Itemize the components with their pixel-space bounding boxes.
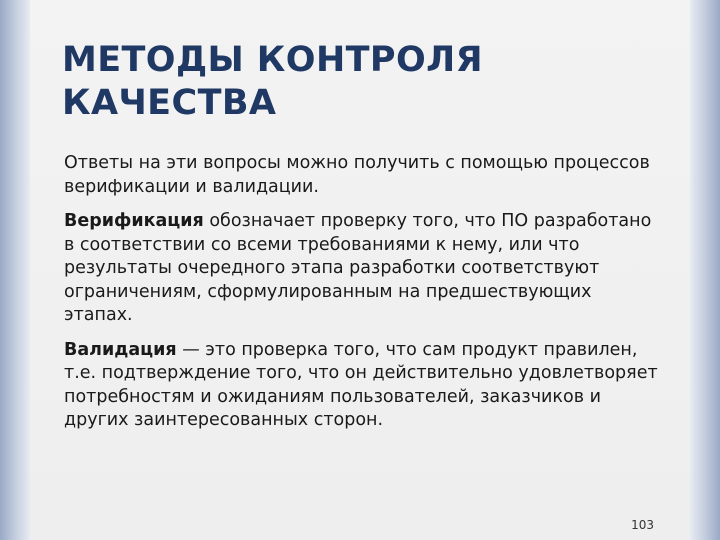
validation-term: Валидация [64, 339, 177, 360]
verification-text: обозначает проверку того, что ПО разработано в соответствии со всеми требованиями к нему, или что результаты очередного этапа разработки соответствуют ограничениям, сформулированным на предшествующих этапах. [64, 211, 652, 325]
page-number: 103 [631, 518, 654, 532]
verification-paragraph [64, 210, 664, 328]
validation-text: — это проверка того, что сам продукт правилен, т.е. подтверждение того, что он действительно удовлетворяет потребностям и ожиданиям пользователей, заказчиков и других заинтересованных сторон. [64, 339, 658, 430]
title-line-2: КАЧЕСТВА [62, 83, 277, 123]
title-line-1: МЕТОДЫ КОНТРОЛЯ [62, 40, 483, 80]
validation-paragraph [64, 339, 664, 433]
slide-title [62, 39, 662, 125]
intro-paragraph: Ответы на эти вопросы можно получить с помощью процессов верификации и валидации. [64, 153, 650, 197]
slide-body [64, 152, 664, 444]
slide [30, 0, 690, 540]
verification-term: Верификация [64, 211, 204, 231]
